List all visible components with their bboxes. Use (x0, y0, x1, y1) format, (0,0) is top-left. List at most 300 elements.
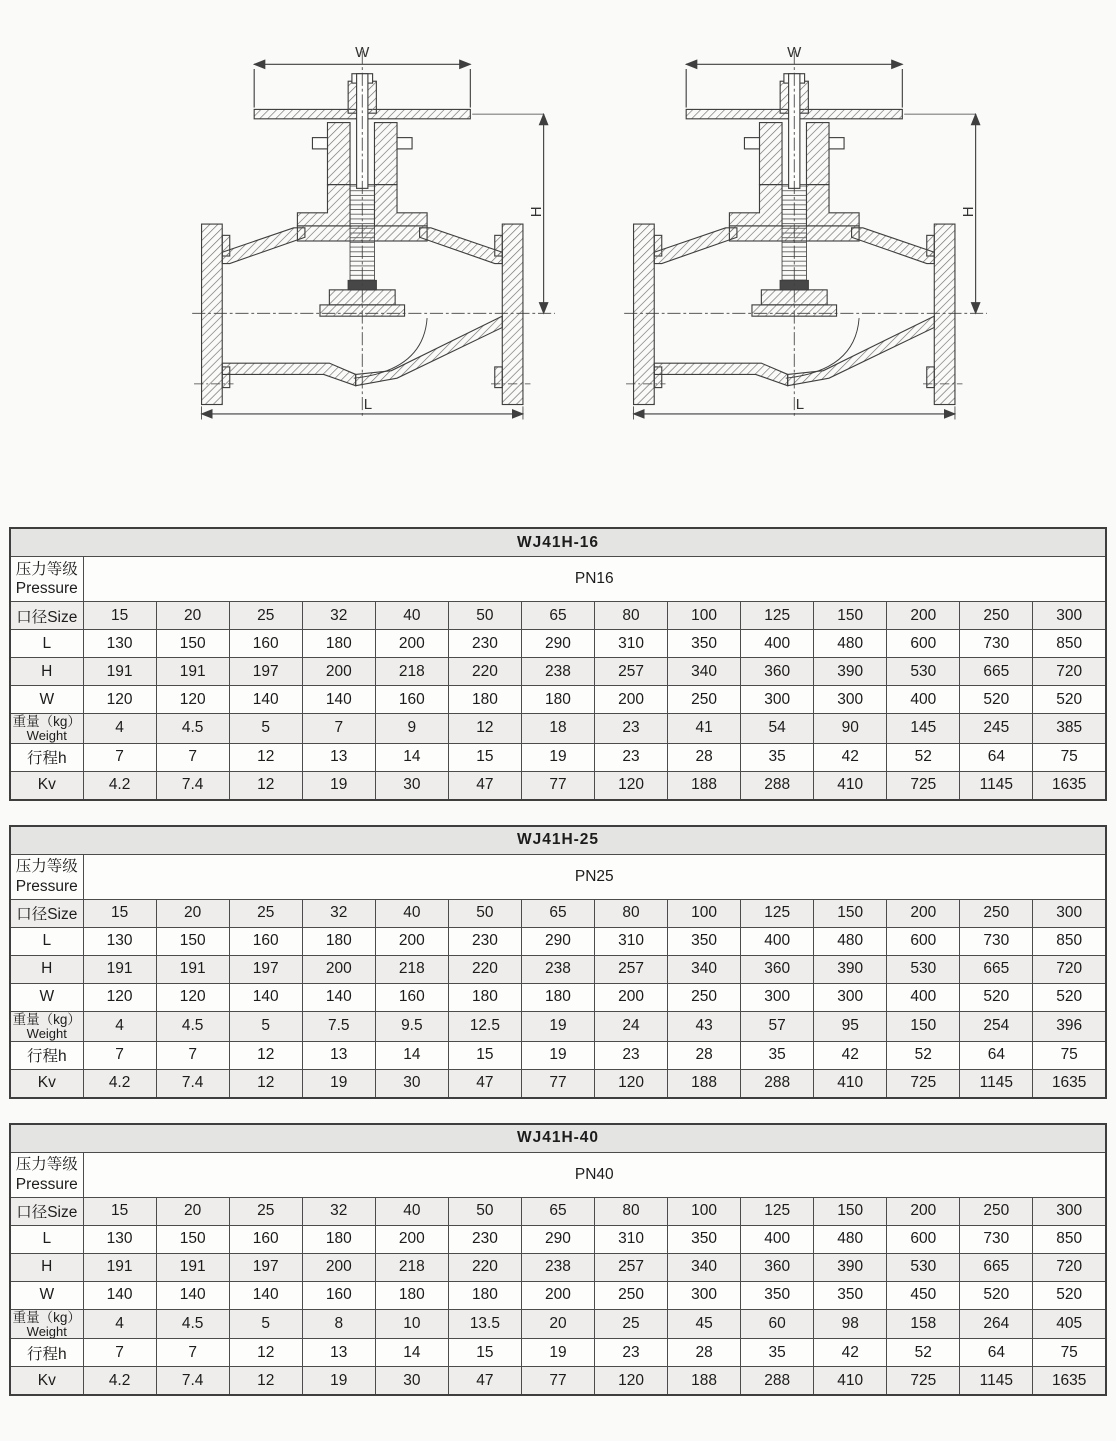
value-cell: 230 (448, 927, 521, 955)
value-cell: 140 (302, 983, 375, 1011)
value-cell: 42 (814, 743, 887, 771)
value-cell: 520 (960, 686, 1033, 714)
value-cell: 19 (302, 1069, 375, 1098)
value-cell: 250 (668, 983, 741, 1011)
value-cell: 400 (887, 983, 960, 1011)
value-cell: 180 (302, 927, 375, 955)
value-cell: 5 (229, 714, 302, 744)
value-cell: 13 (302, 743, 375, 771)
value-cell: 28 (668, 1339, 741, 1367)
value-cell: 12 (229, 1041, 302, 1069)
value-cell: 250 (960, 899, 1033, 927)
value-cell: 14 (375, 1339, 448, 1367)
value-cell: 52 (887, 743, 960, 771)
value-cell: 7 (156, 1339, 229, 1367)
row-label-en: Weight (26, 1323, 67, 1339)
table-row (10, 658, 1106, 686)
value-cell: 20 (156, 602, 229, 630)
value-cell: 65 (521, 1197, 594, 1225)
value-cell: 140 (302, 686, 375, 714)
value-cell: 238 (521, 955, 594, 983)
value-cell: 32 (302, 899, 375, 927)
value-cell: 520 (960, 1281, 1033, 1309)
value-cell: 300 (1033, 1197, 1106, 1225)
value-cell: 150 (156, 630, 229, 658)
globe-valve-drawing-right (620, 38, 992, 428)
row-label: L (10, 927, 83, 955)
pressure-value: PN25 (83, 854, 1106, 899)
value-cell: 15 (83, 1197, 156, 1225)
value-cell: 390 (814, 955, 887, 983)
value-cell: 257 (595, 658, 668, 686)
value-cell: 100 (668, 899, 741, 927)
value-cell: 200 (521, 1281, 594, 1309)
table-row (10, 1281, 1106, 1309)
value-cell: 15 (83, 899, 156, 927)
value-cell: 180 (521, 983, 594, 1011)
value-cell: 77 (521, 771, 594, 800)
value-cell: 520 (1033, 686, 1106, 714)
value-cell: 5 (229, 1309, 302, 1339)
row-label: 口径Size (10, 602, 83, 630)
value-cell: 13 (302, 1339, 375, 1367)
value-cell: 410 (814, 771, 887, 800)
value-cell: 25 (229, 602, 302, 630)
row-label: L (10, 630, 83, 658)
value-cell: 40 (375, 1197, 448, 1225)
value-cell: 191 (156, 955, 229, 983)
value-cell: 12 (229, 743, 302, 771)
value-cell: 220 (448, 658, 521, 686)
value-cell: 850 (1033, 927, 1106, 955)
value-cell: 19 (302, 1367, 375, 1396)
value-cell: 310 (595, 1225, 668, 1253)
row-label: W (10, 1281, 83, 1309)
pressure-row-label (10, 557, 83, 602)
table-row (10, 1253, 1106, 1281)
value-cell: 245 (960, 714, 1033, 744)
value-cell: 200 (887, 602, 960, 630)
value-cell: 530 (887, 955, 960, 983)
value-cell: 400 (741, 927, 814, 955)
value-cell: 64 (960, 1041, 1033, 1069)
value-cell: 25 (229, 899, 302, 927)
value-cell: 730 (960, 1225, 1033, 1253)
value-cell: 1145 (960, 1069, 1033, 1098)
value-cell: 120 (595, 1069, 668, 1098)
value-cell: 310 (595, 927, 668, 955)
value-cell: 257 (595, 1253, 668, 1281)
pressure-label-cn: 压力等级 (15, 560, 78, 578)
value-cell: 24 (595, 1011, 668, 1041)
value-cell: 4 (83, 1011, 156, 1041)
value-cell: 7 (302, 714, 375, 744)
value-cell: 75 (1033, 1041, 1106, 1069)
row-label: Kv (10, 1367, 83, 1396)
table-row (10, 899, 1106, 927)
row-label-cn: 重量（kg） (12, 1011, 81, 1027)
row-label: H (10, 955, 83, 983)
row-label: H (10, 658, 83, 686)
value-cell: 15 (448, 743, 521, 771)
row-label-en: Weight (26, 728, 67, 744)
value-cell: 15 (448, 1339, 521, 1367)
table-title: WJ41H-25 (10, 826, 1106, 855)
value-cell: 238 (521, 658, 594, 686)
value-cell: 290 (521, 1225, 594, 1253)
value-cell: 120 (595, 771, 668, 800)
value-cell: 140 (229, 686, 302, 714)
value-cell: 197 (229, 955, 302, 983)
value-cell: 200 (375, 1225, 448, 1253)
table-title: WJ41H-16 (10, 528, 1106, 557)
value-cell: 10 (375, 1309, 448, 1339)
dim-label-w: W (787, 43, 802, 61)
value-cell: 95 (814, 1011, 887, 1041)
value-cell: 360 (741, 1253, 814, 1281)
value-cell: 288 (741, 771, 814, 800)
value-cell: 20 (156, 899, 229, 927)
value-cell: 19 (521, 743, 594, 771)
value-cell: 390 (814, 1253, 887, 1281)
value-cell: 150 (156, 927, 229, 955)
value-cell: 600 (887, 630, 960, 658)
spec-table-wj41h-25 (9, 825, 1107, 1099)
row-label: Kv (10, 1069, 83, 1098)
row-label: 口径Size (10, 1197, 83, 1225)
value-cell: 350 (814, 1281, 887, 1309)
row-label: Kv (10, 771, 83, 800)
table-row (10, 714, 1106, 744)
value-cell: 600 (887, 927, 960, 955)
value-cell: 50 (448, 899, 521, 927)
row-label-cn: 重量（kg） (12, 714, 81, 729)
value-cell: 665 (960, 955, 1033, 983)
value-cell: 340 (668, 658, 741, 686)
value-cell: 665 (960, 658, 1033, 686)
dim-label-h: H (959, 206, 977, 218)
value-cell: 52 (887, 1041, 960, 1069)
value-cell: 218 (375, 955, 448, 983)
value-cell: 290 (521, 630, 594, 658)
value-cell: 7 (83, 1041, 156, 1069)
table-row (10, 1011, 1106, 1041)
value-cell: 340 (668, 955, 741, 983)
value-cell: 300 (1033, 602, 1106, 630)
value-cell: 197 (229, 658, 302, 686)
value-cell: 45 (668, 1309, 741, 1339)
valve-cross-section (624, 51, 987, 419)
value-cell: 32 (302, 1197, 375, 1225)
value-cell: 188 (668, 1367, 741, 1396)
value-cell: 218 (375, 658, 448, 686)
value-cell: 23 (595, 1339, 668, 1367)
value-cell: 9 (375, 714, 448, 744)
value-cell: 7.4 (156, 1367, 229, 1396)
value-cell: 140 (83, 1281, 156, 1309)
value-cell: 218 (375, 1253, 448, 1281)
value-cell: 191 (83, 955, 156, 983)
value-cell: 200 (302, 1253, 375, 1281)
value-cell: 238 (521, 1253, 594, 1281)
value-cell: 77 (521, 1367, 594, 1396)
value-cell: 4.2 (83, 771, 156, 800)
table-row (10, 927, 1106, 955)
value-cell: 350 (668, 630, 741, 658)
value-cell: 665 (960, 1253, 1033, 1281)
value-cell: 288 (741, 1069, 814, 1098)
value-cell: 15 (448, 1041, 521, 1069)
value-cell: 1635 (1033, 1367, 1106, 1396)
value-cell: 65 (521, 899, 594, 927)
value-cell: 47 (448, 1069, 521, 1098)
row-label: H (10, 1253, 83, 1281)
value-cell: 257 (595, 955, 668, 983)
value-cell: 64 (960, 743, 1033, 771)
value-cell: 120 (83, 983, 156, 1011)
row-label-en: Weight (26, 1025, 67, 1041)
value-cell: 725 (887, 1069, 960, 1098)
value-cell: 300 (814, 983, 887, 1011)
value-cell: 12 (229, 1339, 302, 1367)
value-cell: 396 (1033, 1011, 1106, 1041)
value-cell: 360 (741, 955, 814, 983)
value-cell: 191 (156, 1253, 229, 1281)
row-label: 行程h (10, 1339, 83, 1367)
value-cell: 730 (960, 927, 1033, 955)
value-cell: 47 (448, 771, 521, 800)
value-cell: 530 (887, 1253, 960, 1281)
value-cell: 405 (1033, 1309, 1106, 1339)
pressure-row-label (10, 1152, 83, 1197)
pressure-row-label (10, 854, 83, 899)
value-cell: 410 (814, 1367, 887, 1396)
value-cell: 300 (741, 686, 814, 714)
dim-label-l: L (363, 396, 373, 414)
value-cell: 1145 (960, 771, 1033, 800)
value-cell: 5 (229, 1011, 302, 1041)
value-cell: 180 (375, 1281, 448, 1309)
value-cell: 4.5 (156, 1309, 229, 1339)
value-cell: 125 (741, 602, 814, 630)
value-cell: 12.5 (448, 1011, 521, 1041)
value-cell: 600 (887, 1225, 960, 1253)
value-cell: 180 (521, 686, 594, 714)
value-cell: 40 (375, 602, 448, 630)
value-cell: 290 (521, 927, 594, 955)
value-cell: 130 (83, 927, 156, 955)
spec-tables (9, 527, 1107, 1420)
row-label (10, 714, 83, 744)
value-cell: 360 (741, 658, 814, 686)
table-row (10, 686, 1106, 714)
value-cell: 300 (814, 686, 887, 714)
value-cell: 730 (960, 630, 1033, 658)
value-cell: 350 (668, 1225, 741, 1253)
value-cell: 130 (83, 1225, 156, 1253)
value-cell: 520 (960, 983, 1033, 1011)
value-cell: 400 (741, 1225, 814, 1253)
value-cell: 220 (448, 1253, 521, 1281)
value-cell: 200 (887, 899, 960, 927)
table-row (10, 1339, 1106, 1367)
value-cell: 850 (1033, 630, 1106, 658)
value-cell: 250 (595, 1281, 668, 1309)
value-cell: 250 (668, 686, 741, 714)
value-cell: 50 (448, 1197, 521, 1225)
value-cell: 25 (595, 1309, 668, 1339)
value-cell: 7 (83, 743, 156, 771)
value-cell: 145 (887, 714, 960, 744)
row-label: 口径Size (10, 899, 83, 927)
value-cell: 12 (229, 1069, 302, 1098)
value-cell: 80 (595, 602, 668, 630)
value-cell: 41 (668, 714, 741, 744)
table-row (10, 1041, 1106, 1069)
value-cell: 385 (1033, 714, 1106, 744)
value-cell: 42 (814, 1041, 887, 1069)
pressure-label-en: Pressure (15, 1175, 78, 1193)
table-row (10, 1197, 1106, 1225)
value-cell: 300 (1033, 899, 1106, 927)
table-row (10, 1309, 1106, 1339)
value-cell: 25 (229, 1197, 302, 1225)
value-cell: 15 (83, 602, 156, 630)
value-cell: 180 (302, 630, 375, 658)
valve-section-drawings (188, 38, 992, 428)
value-cell: 4 (83, 1309, 156, 1339)
value-cell: 42 (814, 1339, 887, 1367)
value-cell: 220 (448, 955, 521, 983)
dim-label-h: H (527, 206, 545, 218)
value-cell: 140 (156, 1281, 229, 1309)
row-label (10, 1309, 83, 1339)
value-cell: 54 (741, 714, 814, 744)
value-cell: 4.5 (156, 714, 229, 744)
value-cell: 1635 (1033, 771, 1106, 800)
value-cell: 150 (814, 899, 887, 927)
value-cell: 520 (1033, 983, 1106, 1011)
value-cell: 35 (741, 1339, 814, 1367)
value-cell: 197 (229, 1253, 302, 1281)
value-cell: 100 (668, 1197, 741, 1225)
value-cell: 200 (302, 955, 375, 983)
value-cell: 720 (1033, 658, 1106, 686)
value-cell: 180 (448, 1281, 521, 1309)
value-cell: 18 (521, 714, 594, 744)
table-row (10, 955, 1106, 983)
value-cell: 8 (302, 1309, 375, 1339)
value-cell: 12 (229, 1367, 302, 1396)
table-row (10, 743, 1106, 771)
value-cell: 64 (960, 1339, 1033, 1367)
value-cell: 1635 (1033, 1069, 1106, 1098)
table-row (10, 771, 1106, 800)
value-cell: 250 (960, 1197, 1033, 1225)
row-label: 行程h (10, 1041, 83, 1069)
globe-valve-drawing-left (188, 38, 560, 428)
value-cell: 180 (302, 1225, 375, 1253)
value-cell: 180 (448, 983, 521, 1011)
row-label: W (10, 983, 83, 1011)
value-cell: 150 (887, 1011, 960, 1041)
dim-label-l: L (795, 396, 805, 414)
value-cell: 98 (814, 1309, 887, 1339)
value-cell: 230 (448, 1225, 521, 1253)
row-label (10, 1011, 83, 1041)
value-cell: 160 (302, 1281, 375, 1309)
value-cell: 35 (741, 1041, 814, 1069)
value-cell: 28 (668, 1041, 741, 1069)
value-cell: 200 (375, 630, 448, 658)
value-cell: 7 (156, 1041, 229, 1069)
table-row (10, 983, 1106, 1011)
value-cell: 7.5 (302, 1011, 375, 1041)
value-cell: 120 (595, 1367, 668, 1396)
table-row (10, 1225, 1106, 1253)
spec-table-wj41h-40 (9, 1123, 1107, 1397)
value-cell: 23 (595, 1041, 668, 1069)
value-cell: 390 (814, 658, 887, 686)
value-cell: 150 (814, 1197, 887, 1225)
value-cell: 4 (83, 714, 156, 744)
row-label: W (10, 686, 83, 714)
value-cell: 188 (668, 1069, 741, 1098)
value-cell: 90 (814, 714, 887, 744)
value-cell: 43 (668, 1011, 741, 1041)
value-cell: 4.2 (83, 1069, 156, 1098)
value-cell: 200 (302, 658, 375, 686)
value-cell: 288 (741, 1367, 814, 1396)
value-cell: 14 (375, 743, 448, 771)
value-cell: 13 (302, 1041, 375, 1069)
value-cell: 120 (156, 983, 229, 1011)
value-cell: 150 (156, 1225, 229, 1253)
value-cell: 300 (668, 1281, 741, 1309)
value-cell: 720 (1033, 955, 1106, 983)
value-cell: 77 (521, 1069, 594, 1098)
value-cell: 200 (595, 983, 668, 1011)
value-cell: 12 (448, 714, 521, 744)
value-cell: 52 (887, 1339, 960, 1367)
table-title: WJ41H-40 (10, 1124, 1106, 1153)
value-cell: 30 (375, 771, 448, 800)
value-cell: 23 (595, 743, 668, 771)
value-cell: 7.4 (156, 1069, 229, 1098)
value-cell: 65 (521, 602, 594, 630)
value-cell: 250 (960, 602, 1033, 630)
value-cell: 340 (668, 1253, 741, 1281)
value-cell: 725 (887, 1367, 960, 1396)
pressure-label-cn: 压力等级 (15, 858, 78, 876)
value-cell: 188 (668, 771, 741, 800)
value-cell: 47 (448, 1367, 521, 1396)
pressure-label-cn: 压力等级 (15, 1156, 78, 1174)
value-cell: 191 (83, 658, 156, 686)
value-cell: 264 (960, 1309, 1033, 1339)
value-cell: 57 (741, 1011, 814, 1041)
value-cell: 140 (229, 983, 302, 1011)
value-cell: 520 (1033, 1281, 1106, 1309)
value-cell: 30 (375, 1069, 448, 1098)
table-row (10, 602, 1106, 630)
value-cell: 75 (1033, 743, 1106, 771)
value-cell: 160 (229, 630, 302, 658)
value-cell: 7.4 (156, 771, 229, 800)
value-cell: 20 (521, 1309, 594, 1339)
value-cell: 32 (302, 602, 375, 630)
value-cell: 310 (595, 630, 668, 658)
